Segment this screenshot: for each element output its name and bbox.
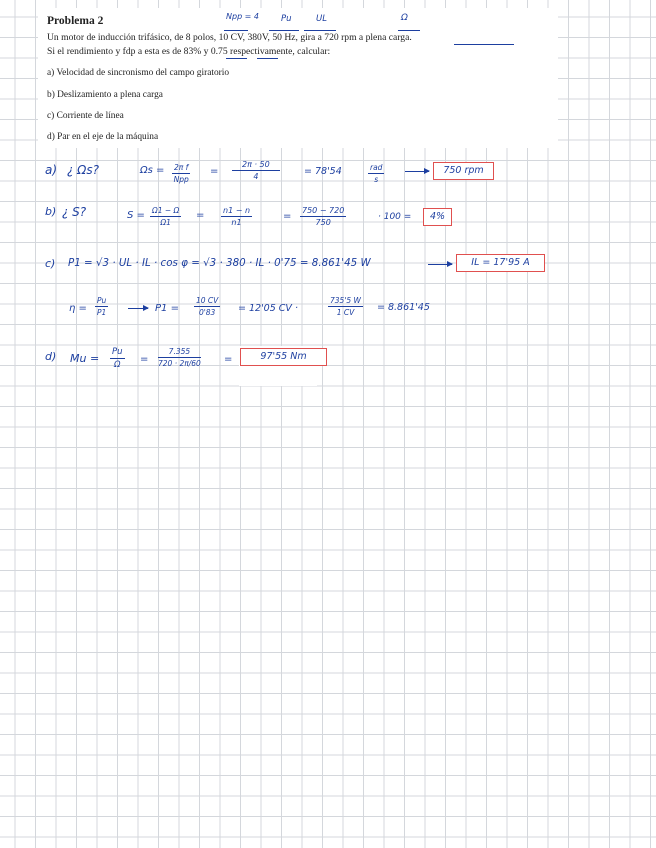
solution-d-eq2: = [224,354,233,365]
solution-b-frac1 [150,206,181,227]
solution-a-frac1-num: 2π f [174,163,189,172]
question-a: a) Velocidad de sincronismo del campo giratorio [47,68,230,78]
solution-d-frac2-den: 720 · 2π/60 [158,359,201,368]
annotation-pu-underline [269,30,299,31]
solution-c-p1: P1 = [155,303,179,314]
solution-a-unit [368,163,384,184]
solution-c-eta: η = [69,303,87,314]
annotation-npp-underline [224,30,248,31]
annotation-pu: Pu [281,14,292,24]
solution-b-result: 4% [423,208,452,226]
solution-d-frac1 [110,347,125,370]
solution-d-mu: Mu = [70,352,100,365]
annotation-ul-underline [304,30,336,31]
problem-title: Problema 2 [47,15,104,27]
solution-b-frac3-den: 750 [315,218,331,227]
solution-c-equation: P1 = √3 · UL · IL · cos φ = √3 · 380 · IL · 0'75 = 8.861'45 W [68,257,371,269]
solution-a-lhs: Ωs = [140,165,165,176]
solution-b-frac1-den: Ω1 [160,218,171,227]
solution-a-frac2-num: 2π · 50 [232,160,280,171]
solution-a-eq2: = 78'54 [304,166,342,177]
solution-b-label: b) [45,205,57,218]
solution-b-eq1: = [196,210,205,221]
solution-a-frac2-den: 4 [253,172,259,181]
solution-b-question: ¿ S? [62,205,87,219]
solution-c-conv-frac [328,296,363,317]
solution-c-arrow-2 [128,308,148,309]
solution-b-frac2 [221,206,252,227]
solution-a-label: a) [45,163,58,177]
solution-b-frac2-num: n1 − n [223,206,251,215]
solution-c-eta-frac-den: P1 [96,308,107,317]
annotation-plena-carga-underline [454,44,514,45]
solution-d-frac2 [158,347,201,368]
solution-d-frac1-den: Ω [114,360,121,370]
annotation-omega: Ω [401,13,408,23]
solution-c-result: IL = 17'95 A [456,254,545,272]
solution-a-unit-num: rad [370,163,383,172]
problem-statement-line1: Un motor de inducción trifásico, de 8 polos, 10 CV, 380V, 50 Hz, gira a 720 rpm a plena carga. [47,32,412,43]
solution-c-conv-frac-den: 1 CV [336,308,355,317]
solution-c-p1-frac [194,296,220,317]
question-c: c) Corriente de línea [47,111,124,121]
problem-statement-line2: Si el rendimiento y fdp a esta es de 83% y 0.75 respectivamente, calcular: [47,46,331,57]
solution-c-arrow [428,264,452,265]
problem-card [38,8,558,148]
solution-a-frac1 [172,163,190,184]
solution-a-arrow [405,171,429,172]
solution-c-mid: = 12'05 CV · [238,303,298,314]
solution-d-frac1-num: Pu [112,347,123,357]
solution-b-eq2: = [283,211,292,222]
solution-a-unit-den: s [374,175,379,184]
solution-c-eta-frac [95,296,108,317]
solution-a-frac1-den: Npp [173,175,189,184]
solution-b-frac2-den: n1 [231,218,242,227]
solution-b-frac3 [300,206,346,227]
solution-c-eta-frac-num: Pu [97,296,107,305]
solution-a-frac2 [232,160,280,181]
question-d: d) Par en el eje de la máquina [47,132,159,142]
annotation-075-underline [257,58,278,59]
solution-d-label: d) [45,350,57,363]
question-b: b) Deslizamiento a plena carga [47,90,163,100]
solution-b-lhs: S = [127,210,145,221]
solution-c-p1-frac-num: 10 CV [196,296,219,305]
annotation-omega-underline [398,30,420,31]
solution-d-eq1: = [140,354,149,365]
annotation-83-underline [226,58,247,59]
solution-c-conv-frac-num: 735'5 W [330,296,361,305]
solution-a-question: ¿ Ωs? [67,163,99,177]
solution-b-tail: · 100 = [378,212,412,222]
solution-c-end: = 8.861'45 [377,302,430,313]
solution-d-result: 97'55 Nm [240,348,327,366]
annotation-npp: Npp = 4 [226,12,260,21]
solution-c-p1-frac-den: 0'83 [198,308,216,317]
solution-b-frac1-num: Ω1 − Ω [152,206,180,215]
solution-c-label: c) [45,257,56,270]
annotation-ul: UL [316,14,327,24]
solution-d-frac2-num: 7.355 [158,347,201,358]
solution-b-frac3-num: 750 − 720 [302,206,345,215]
solution-a-eq1: = [210,166,219,177]
solution-a-result: 750 rpm [433,162,494,180]
